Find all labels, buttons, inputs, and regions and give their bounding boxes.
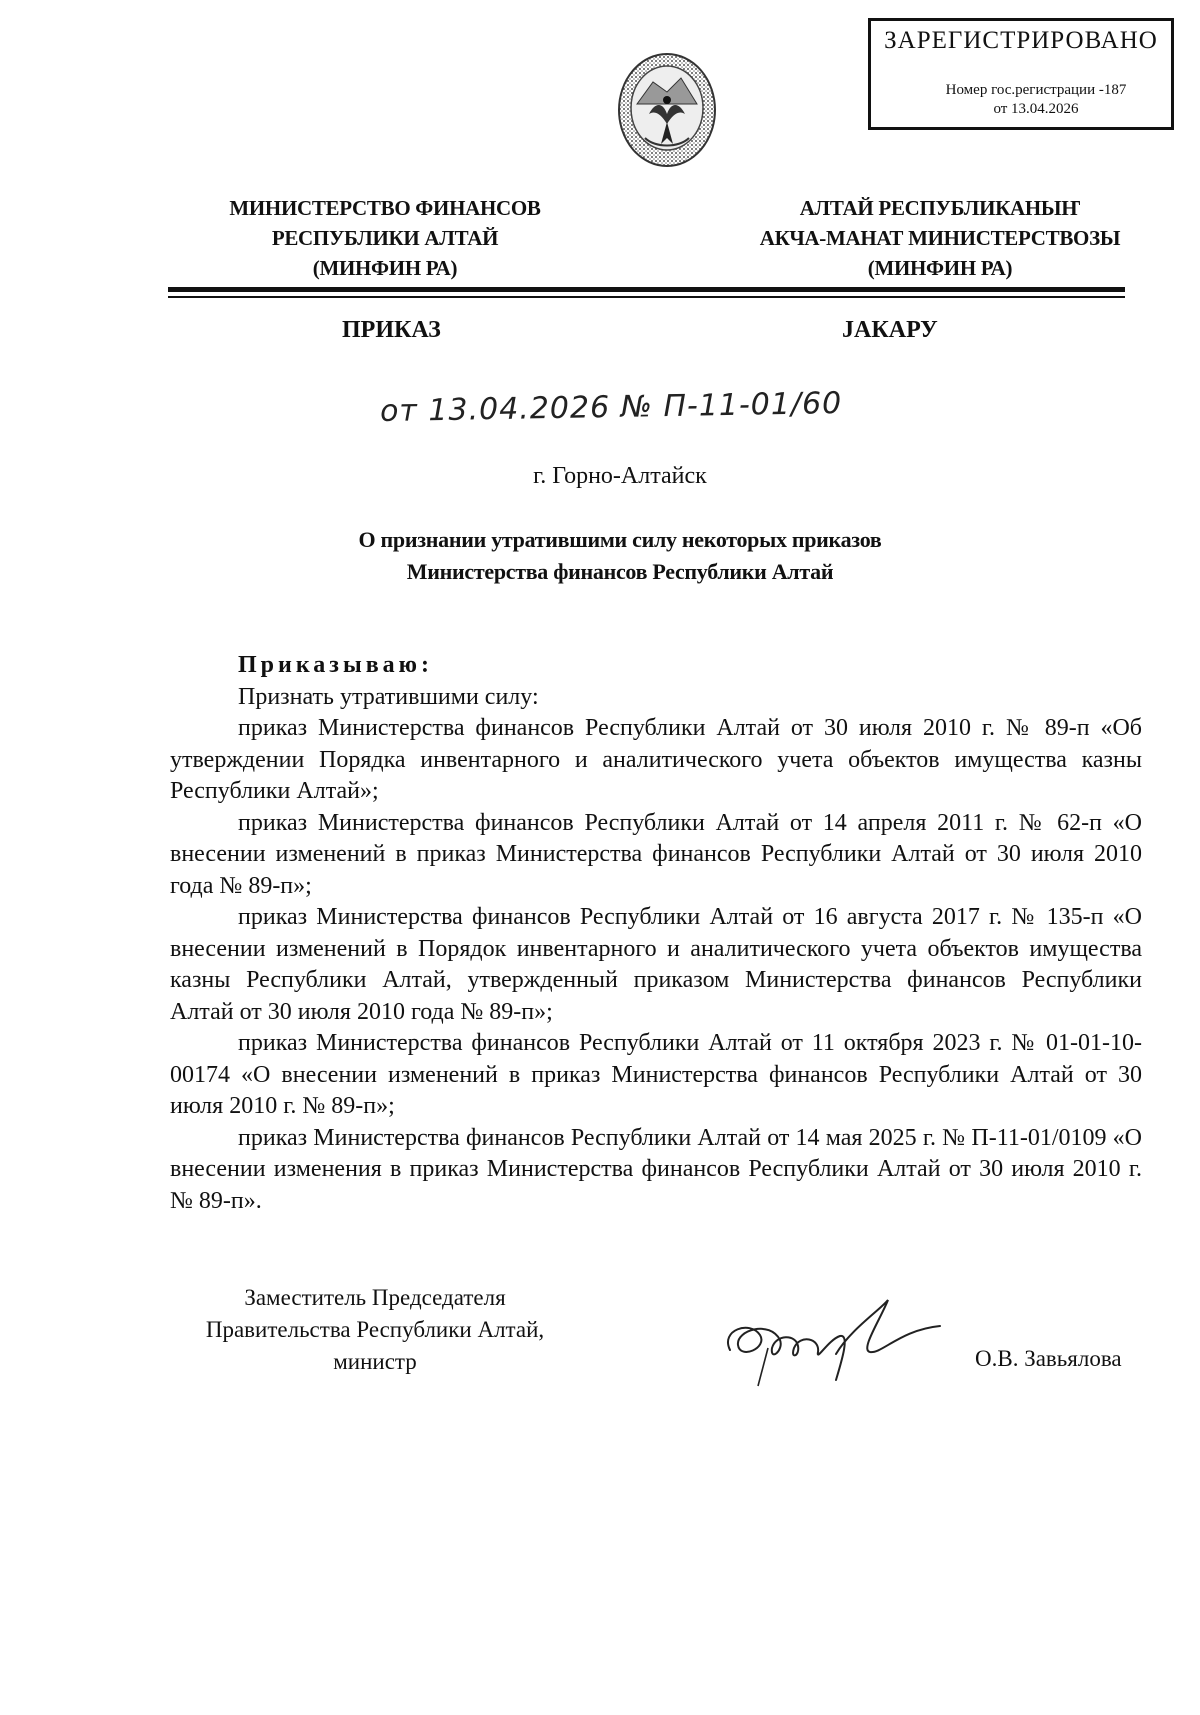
stamp-title: ЗАРЕГИСТРИРОВАНО xyxy=(884,27,1158,54)
org-line: АКЧА-МАНАТ МИНИСТЕРСТВОЗЫ xyxy=(759,226,1121,250)
intro-line: Признать утратившими силу: xyxy=(238,683,539,710)
position-line: Правительства Республики Алтай, xyxy=(205,1317,545,1342)
org-line: АЛТАЙ РЕСПУБЛИКАНЫҤ xyxy=(799,196,1081,220)
doctype-russian: ПРИКАЗ xyxy=(342,317,441,343)
doctype-altai: ЈАКАРУ xyxy=(842,317,938,343)
list-item: приказ Министерства финансов Республики Алтай от 11 октября 2023 г. № 01-01-10-00174 «О внесении изменений в приказ Министерства финансов Республики Алтай от 30 июля 2010 г. № 89-п»; xyxy=(170,1030,1142,1119)
org-line: (МИНФИН РА) xyxy=(312,256,458,280)
orders-word: Приказываю: xyxy=(238,652,433,678)
list-item: приказ Министерства финансов Республики Алтай от 16 августа 2017 г. № 135-п «О внесении изменений в Порядок инвентарного и аналитического учета объектов имущества казны Республики Алтай, утвержденный приказом Министерства финансов Республики Алтай от 30 июля 2010 года № 89-п»; xyxy=(170,904,1142,1025)
document-title xyxy=(0,524,1200,588)
city: г. Горно-Алтайск xyxy=(533,463,707,489)
org-line: (МИНФИН РА) xyxy=(867,256,1013,280)
stamp-reg-date: от 13.04.2026 xyxy=(993,101,1079,117)
list-item: приказ Министерства финансов Республики Алтай от 30 июля 2010 г. № 89-п «Об утверждении Порядка инвентарного и аналитического учета объектов имущества казны Республики Алтай»; xyxy=(170,715,1142,804)
signatory-name: О.В. Завьялова xyxy=(975,1346,1122,1371)
list-item: приказ Министерства финансов Республики Алтай от 14 апреля 2011 г. № 62-п «О внесении изменений в приказ Министерства финансов Республики Алтай от 30 июля 2010 года № 89-п»; xyxy=(170,809,1142,899)
header-divider-thin xyxy=(168,296,1125,298)
registration-stamp xyxy=(868,18,1174,130)
signatory-position xyxy=(160,1282,590,1378)
position-line: Заместитель Председателя xyxy=(244,1285,506,1310)
stamp-reg-number: Номер гос.регистрации -187 xyxy=(945,82,1127,98)
coat-of-arms-icon xyxy=(615,52,719,172)
org-line: МИНИСТЕРСТВО ФИНАНСОВ xyxy=(229,196,541,220)
org-name-altai xyxy=(710,193,1170,283)
org-line: РЕСПУБЛИКИ АЛТАЙ xyxy=(271,226,499,250)
title-line: Министерства финансов Республики Алтай xyxy=(406,559,834,584)
handwritten-signature-icon xyxy=(710,1290,950,1400)
list-item: приказ Министерства финансов Республики Алтай от 14 мая 2025 г. № П-11-01/0109 «О внесении изменения в приказ Министерства финансов Республики Алтай от 30 июля 2010 г. № 89-п». xyxy=(170,1124,1142,1214)
title-line: О признании утратившими силу некоторых приказов xyxy=(358,527,882,552)
position-line: министр xyxy=(333,1349,417,1374)
handwritten-order-number: от 13.04.2026 № П-11-01/60 xyxy=(379,385,843,430)
header-divider-thick xyxy=(168,287,1125,292)
org-name-russian xyxy=(155,193,615,283)
document-body xyxy=(170,650,1142,1217)
